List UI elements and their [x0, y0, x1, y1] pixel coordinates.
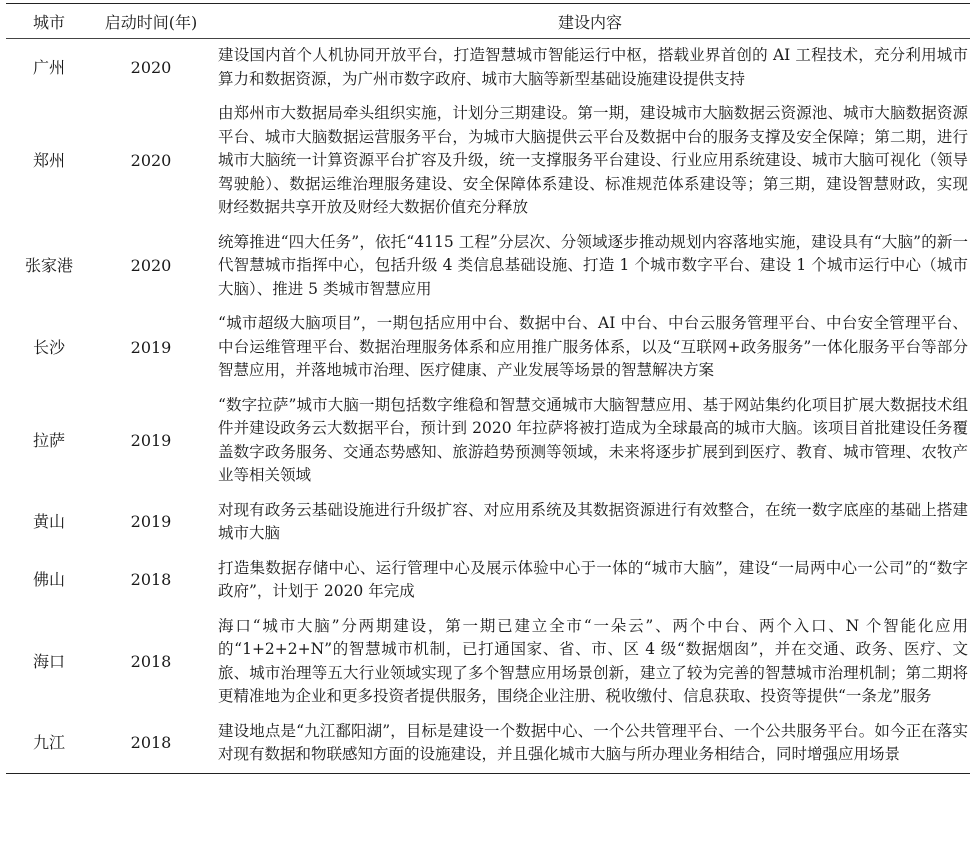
table-row — [6, 389, 970, 494]
cell-year: 2019 — [130, 512, 172, 532]
cell-city: 郑州 — [32, 151, 65, 170]
cell-year: 2018 — [130, 570, 172, 590]
cell-content: “城市超级大脑项目”，一期包括应用中台、数据中台、AI 中台、中台云服务管理平台、中台安全管理平台、中台运维管理平台、数据治理服务体系和应用推广服务体系，以及“互联网+政务服务”一体化服务平台等部分智慧应用，并落地城市治理、医疗健康、产业发展等场景的智慧解决方案 — [218, 314, 968, 379]
cell-city: 长沙 — [32, 337, 65, 357]
cell-year: 2019 — [130, 337, 172, 357]
header-city: 城市 — [6, 4, 92, 39]
cell-content: 海口“城市大脑”分两期建设，第一期已建立全市“一朵云”、两个中台、两个入口、N 个智能化应用的“1+2+2+N”的智慧城市机制，已打通国家、省、市、区 4 级“数据烟囱”，并在交通、政务、医疗、文旅、城市治理等五大行业领域实现了多个智慧应用场景创新，建立了较为完善的智慧城市治理机制；第二期将更精准地为企业和更多投资者提供服务，围绕企业注册、税收缴付、信息获取、投资等提供“一条龙”服务 — [218, 616, 968, 705]
cell-year: 2019 — [130, 430, 172, 450]
cell-content: 由郑州市大数据局牵头组织实施，计划分三期建设。第一期，建设城市大脑数据云资源池、城市大脑数据资源平台、城市大脑数据运营服务平台，为城市大脑提供云平台及数据中台的服务支撑及安全保障；第二期，进行城市大脑统一计算资源平台扩容及升级，统一支撑服务平台建设、行业应用系统建设、城市大脑可视化（领导驾驶舱）、数据运维治理服务建设、安全保障体系建设、标准规范体系建设等；第三期，建设智慧财政，实现财经数据共享开放及财经大数据价值充分释放 — [218, 104, 968, 216]
table-row — [6, 307, 970, 389]
cell-content: 统筹推进“四大任务”，依托“4115 工程”分层次、分领域逐步推动规划内容落地实施，建设具有“大脑”的新一代智慧城市指挥中心，包括升级 4 类信息基础设施、打造 1 个城市数字平台、建设 1 个城市运行中心（城市大脑）、推进 5 类城市智慧应用 — [218, 232, 968, 298]
table-row — [6, 39, 970, 98]
header-row — [6, 4, 970, 39]
table-row — [6, 494, 970, 552]
cell-city: 佛山 — [32, 570, 65, 590]
city-brain-table — [6, 3, 970, 774]
table-row — [6, 552, 970, 610]
cell-content: 对现有政务云基础设施进行升级扩容、对应用系统及其数据资源进行有效整合，在统一数字底座的基础上搭建城市大脑 — [218, 500, 968, 542]
cell-city: 广州 — [32, 57, 65, 77]
cell-city: 海口 — [32, 651, 65, 671]
table-body — [6, 39, 970, 774]
cell-content: “数字拉萨”城市大脑一期包括数字维稳和智慧交通城市大脑智慧应用、基于网站集约化项目扩展大数据技术组件并建设政务云大数据平台，预计到 2020 年拉萨将被打造成为全球最高的城市大脑。该项目首批建设任务覆盖数字政务服务、交通态势感知、旅游趋势预测等领域，未来将逐步扩展到到医疗、教育、城市管理、农牧产业等相关领域 — [218, 395, 968, 484]
cell-content: 建设地点是“九江鄱阳湖”，目标是建设一个数据中心、一个公共管理平台、一个公共服务平台。如今正在落实对现有数据和物联感知方面的设施建设，并且强化城市大脑与所办理业务相结合，同时增强应用场景 — [210, 715, 970, 774]
cell-city: 黄山 — [32, 512, 65, 532]
cell-year: 2018 — [130, 651, 172, 671]
cell-city: 张家港 — [24, 256, 73, 275]
cell-city: 拉萨 — [32, 430, 65, 450]
cell-content: 打造集数据存储中心、运行管理中心及展示体验中心于一体的“城市大脑”，建设“一局两中心一公司”的“数字政府”，计划于 2020 年完成 — [218, 558, 968, 600]
city-brain-table-container — [6, 3, 970, 774]
cell-year: 2020 — [130, 256, 172, 275]
cell-content: 建设国内首个人机协同开放平台，打造智慧城市智能运行中枢，搭载业界首创的 AI 工程技术，充分利用城市算力和数据资源，为广州市数字政府、城市大脑等新型基础设施建设提供支持 — [218, 46, 968, 88]
table-row — [6, 610, 970, 715]
table-header — [6, 4, 970, 39]
header-content: 建设内容 — [210, 4, 970, 39]
header-start-year: 启动时间(年) — [92, 4, 210, 39]
cell-year: 2020 — [130, 57, 172, 77]
table-row — [6, 97, 970, 226]
table-row — [6, 715, 970, 774]
cell-year: 2018 — [92, 715, 210, 774]
cell-year: 2020 — [130, 151, 172, 170]
table-row — [6, 226, 970, 308]
cell-city: 九江 — [6, 715, 92, 774]
